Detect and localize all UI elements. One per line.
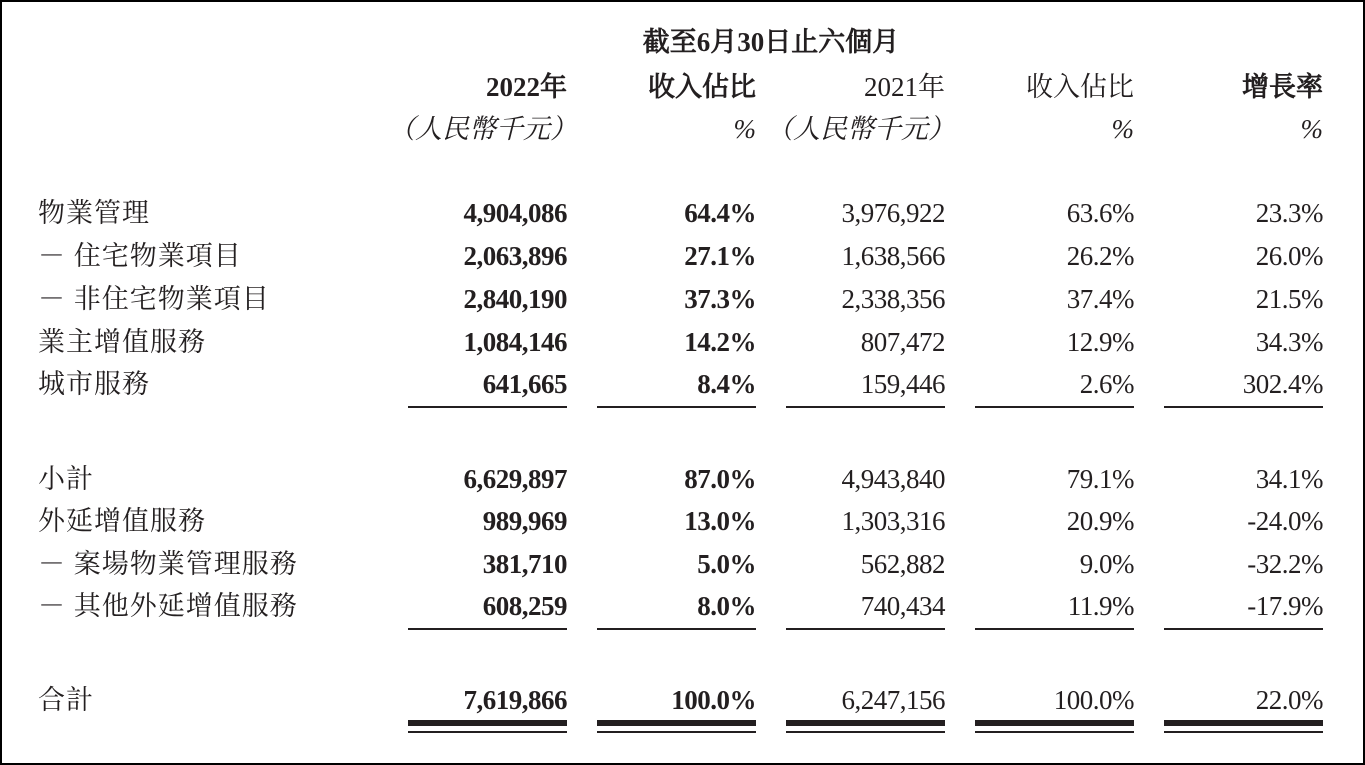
cell-2021: 6,247,156	[841, 685, 945, 715]
total-double-rule	[1164, 731, 1323, 733]
col-2021-unit: （人民幣千元）	[766, 114, 955, 144]
cell-2022: 6,629,897	[463, 464, 567, 494]
cell-growth: 26.0%	[1255, 241, 1323, 271]
cell-share-2022: 87.0%	[684, 464, 756, 494]
total-double-rule	[408, 720, 567, 726]
cell-2022: 989,969	[482, 506, 567, 536]
cell-2021: 1,303,316	[841, 506, 945, 536]
cell-growth: -24.0%	[1247, 506, 1323, 536]
row-label: － 住宅物業項目	[38, 241, 242, 271]
cell-2022: 2,840,190	[463, 284, 567, 314]
cell-share-2022: 13.0%	[684, 506, 756, 536]
cell-share-2021: 12.9%	[1066, 327, 1134, 357]
cell-2021: 159,446	[860, 369, 945, 399]
cell-share-2021: 63.6%	[1066, 198, 1134, 228]
total-double-rule	[1164, 720, 1323, 726]
col-2021-title: 2021年	[864, 72, 945, 102]
row-label: 城市服務	[38, 369, 150, 399]
cell-2022: 2,063,896	[463, 241, 567, 271]
col-share-2021-title: 收入佔比	[1026, 72, 1134, 102]
cell-growth: -32.2%	[1247, 549, 1323, 579]
cell-share-2022: 37.3%	[684, 284, 756, 314]
cell-growth: 22.0%	[1255, 685, 1323, 715]
row-label-total: 合計	[38, 685, 94, 715]
cell-growth: 34.3%	[1255, 327, 1323, 357]
cell-share-2021: 100.0%	[1053, 685, 1134, 715]
subtotal-rule	[786, 406, 945, 408]
cell-growth: -17.9%	[1247, 591, 1323, 621]
cell-2022: 7,619,866	[463, 685, 567, 715]
cell-2022: 381,710	[482, 549, 567, 579]
col-share-2022-unit: %	[733, 114, 756, 144]
cell-share-2021: 79.1%	[1066, 464, 1134, 494]
col-2022-title: 2022年	[486, 72, 567, 102]
cell-share-2022: 14.2%	[684, 327, 756, 357]
col-growth-title: 增長率	[1242, 72, 1323, 102]
col-growth-unit: %	[1300, 114, 1323, 144]
cell-growth: 302.4%	[1242, 369, 1323, 399]
col-2022-unit: （人民幣千元）	[388, 114, 577, 144]
subtotal-rule	[408, 628, 567, 630]
subtotal-rule	[1164, 628, 1323, 630]
total-double-rule	[975, 731, 1134, 733]
cell-2022: 641,665	[482, 369, 567, 399]
row-label: － 其他外延增值服務	[38, 591, 298, 621]
total-double-rule	[597, 731, 756, 733]
total-double-rule	[408, 731, 567, 733]
total-double-rule	[786, 731, 945, 733]
cell-2021: 562,882	[860, 549, 945, 579]
subtotal-rule	[975, 628, 1134, 630]
cell-share-2021: 9.0%	[1079, 549, 1134, 579]
cell-share-2021: 11.9%	[1067, 591, 1134, 621]
cell-growth: 23.3%	[1255, 198, 1323, 228]
cell-growth: 21.5%	[1255, 284, 1323, 314]
col-share-2021-unit: %	[1111, 114, 1134, 144]
cell-share-2022: 64.4%	[684, 198, 756, 228]
cell-share-2021: 26.2%	[1066, 241, 1134, 271]
cell-2022: 1,084,146	[463, 327, 567, 357]
cell-share-2022: 100.0%	[671, 685, 756, 715]
cell-share-2021: 37.4%	[1066, 284, 1134, 314]
cell-share-2022: 27.1%	[684, 241, 756, 271]
cell-share-2022: 8.4%	[697, 369, 756, 399]
cell-2021: 807,472	[860, 327, 945, 357]
row-label: 外延增值服務	[38, 506, 206, 536]
cell-2022: 608,259	[482, 591, 567, 621]
cell-2021: 3,976,922	[841, 198, 945, 228]
cell-2021: 1,638,566	[841, 241, 945, 271]
row-label: 業主增值服務	[38, 327, 206, 357]
cell-2021: 740,434	[860, 591, 945, 621]
period-header: 截至6月30日止六個月	[642, 27, 900, 57]
subtotal-rule	[1164, 406, 1323, 408]
row-label: － 非住宅物業項目	[38, 284, 270, 314]
cell-share-2021: 2.6%	[1079, 369, 1134, 399]
subtotal-rule	[408, 406, 567, 408]
cell-2021: 4,943,840	[841, 464, 945, 494]
subtotal-rule	[786, 628, 945, 630]
row-label: － 案場物業管理服務	[38, 549, 298, 579]
cell-share-2021: 20.9%	[1066, 506, 1134, 536]
total-double-rule	[975, 720, 1134, 726]
row-label: 小計	[38, 464, 94, 494]
cell-2021: 2,338,356	[841, 284, 945, 314]
total-double-rule	[597, 720, 756, 726]
cell-growth: 34.1%	[1255, 464, 1323, 494]
row-label: 物業管理	[38, 198, 150, 228]
subtotal-rule	[975, 406, 1134, 408]
subtotal-rule	[597, 628, 756, 630]
subtotal-rule	[597, 406, 756, 408]
cell-share-2022: 8.0%	[697, 591, 756, 621]
cell-share-2022: 5.0%	[697, 549, 756, 579]
col-share-2022-title: 收入佔比	[648, 72, 756, 102]
total-double-rule	[786, 720, 945, 726]
cell-2022: 4,904,086	[463, 198, 567, 228]
